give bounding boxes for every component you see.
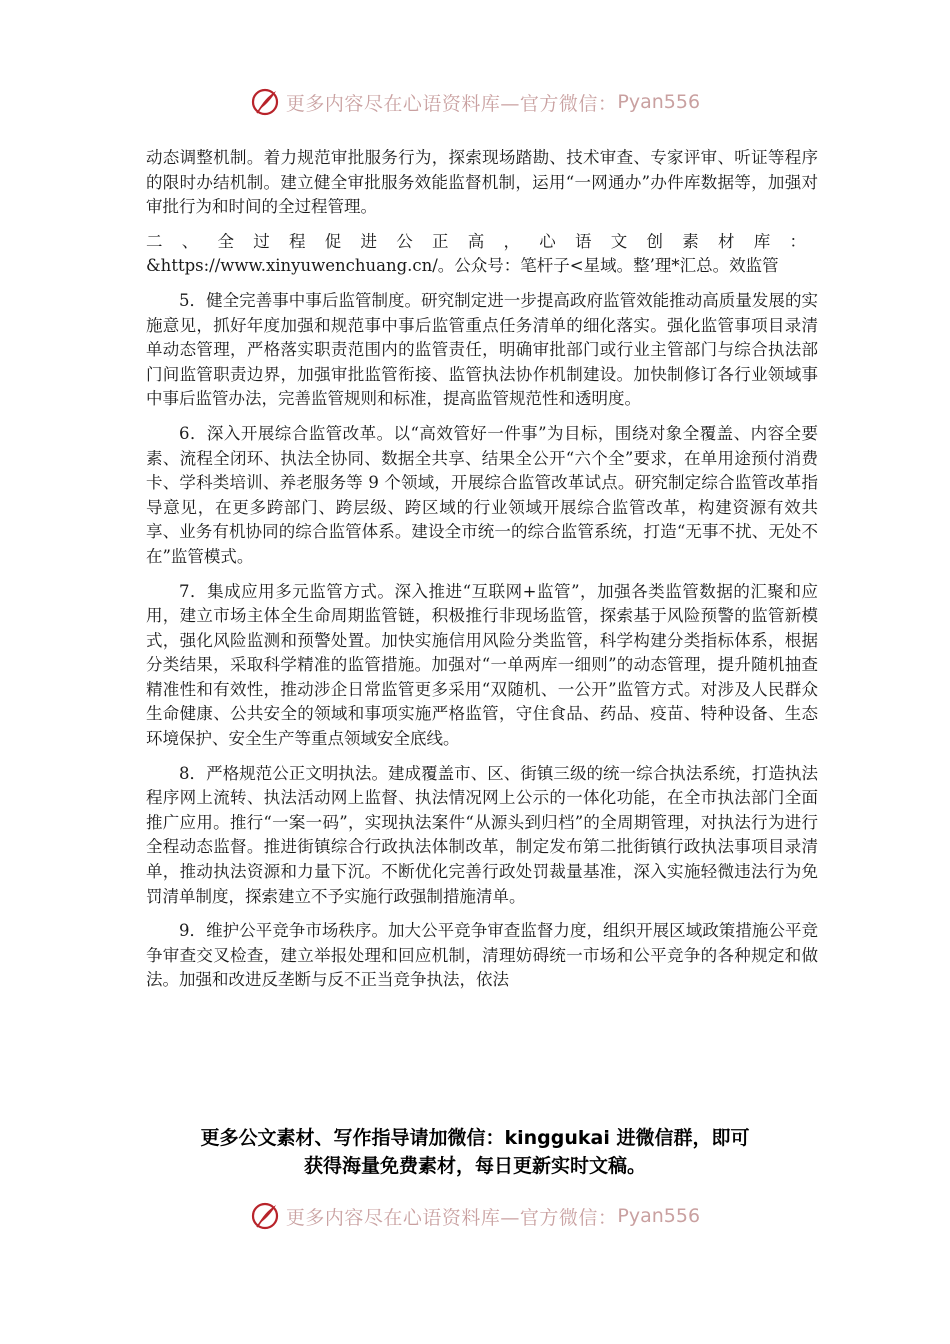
banner-handle: Pyan556 xyxy=(617,91,701,113)
section-heading-title: 二、全过程促进公正高，心语文创素材库： xyxy=(146,231,818,251)
paragraph-item-9: 9．维护公平竞争市场秩序。加大公平竞争审查监督力度，组织开展区域政策措施公平竞争审查交叉检查，建立举报处理和回应机制，清理妨碍统一市场和公平竞争的各种规定和做法。加强和改进反垄断与反不正当竞争执法，依法 xyxy=(146,921,818,990)
section-heading-tail: &https://www.xinyuwenchuang.cn/。公众号：笔杆子<星域。整’理*汇总。效监管 xyxy=(146,256,779,276)
paragraph-item-8: 8．严格规范公正文明执法。建成覆盖市、区、街镇三级的统一综合执法系统，打造执法程序网上流转、执法活动网上监督、执法情况网上公示的一体化功能，在全市执法部门全面推广应用。推行“一案一码”，实现执法案件“从源头到归档”的全周期管理，对执法行为进行全程动态监督。推进街镇综合行政执法体制改革，制定发布第二批街镇行政执法事项目录清单，推动执法资源和力量下沉。不断优化完善行政处罚裁量基准，深入实施轻微违法行为免罚清单制度，探索建立不予实施行政强制措施清单。 xyxy=(146,763,818,906)
footer-banner xyxy=(0,1198,950,1234)
banner-text: 更多内容尽在心语资料库—官方微信： xyxy=(285,1206,618,1229)
paragraph-item-7: 7．集成应用多元监管方式。深入推进“互联网+监管”，加强各类监管数据的汇聚和应用，建立市场主体全生命周期监管链，积极推行非现场监管，探索基于风险预警的监管新模式，强化风险监测和预警处置。加快实施信用风险分类监管，科学构建分类指标体系，根据分类结果，采取科学精准的监管措施。加强对“一单两库一细则”的动态管理，提升随机抽查精准性和有效性，推动涉企日常监管更多采用“双随机、一公开”监管方式。对涉及人民群众生命健康、公共安全的领域和事项实施严格监管，守住食品、药品、疫苗、特种设备、生态环境保护、安全生产等重点领域安全底线。 xyxy=(146,581,818,749)
header-banner xyxy=(0,84,950,120)
banner-text: 更多内容尽在心语资料库—官方微信： xyxy=(285,92,618,115)
paragraph-item-6: 6．深入开展综合监管改革。以“高效管好一件事”为目标，围绕对象全覆盖、内容全要素、流程全闭环、执法全协同、数据全共享、结果全公开“六个全”要求，在单用途预付消费卡、学科类培训、养老服务等 9 个领域，开展综合监管改革试点。研究制定综合监管改革指导意见，在更多跨部门、跨层级、跨区域的行业领域开展综合监管改革，构建资源有效共享、业务有机协同的综合监管体系。建设全市统一的综合监管系统，打造“无事不扰、无处不在”监管模式。 xyxy=(146,423,818,566)
paragraph-continuation: 动态调整机制。着力规范审批服务行为，探索现场踏勘、技术审查、专家评审、听证等程序的限时办结机制。建立健全审批服务效能监督机制，运用“一网通办”办件库数据等，加强对审批行为和时间的全过程管理。 xyxy=(146,148,818,217)
quill-logo-icon xyxy=(250,1201,280,1231)
banner-handle: Pyan556 xyxy=(617,1205,701,1227)
promo-notice xyxy=(0,1124,950,1180)
document-body xyxy=(146,146,818,1003)
paragraph-item-5: 5．健全完善事中事后监管制度。研究制定进一步提高政府监管效能推动高质量发展的实施意见，抓好年度加强和规范事中事后监管重点任务清单的细化落实。强化监管事项目录清单动态管理，严格落实职责范围内的监管责任，明确审批部门或行业主管部门与综合执法部门间监管职责边界，加强审批监管衔接、监管执法协作机制建设。加快制修订各行业领域事中事后监管办法，完善监管规则和标准，提高监管规范性和透明度。 xyxy=(146,290,818,409)
section-heading xyxy=(146,230,818,279)
promo-line-2: 获得海量免费素材，每日更新实时文稿。 xyxy=(303,1155,646,1177)
quill-logo-icon xyxy=(250,87,280,117)
promo-line-1: 更多公文素材、写作指导请加微信：kinggukai 进微信群，即可 xyxy=(200,1127,750,1149)
